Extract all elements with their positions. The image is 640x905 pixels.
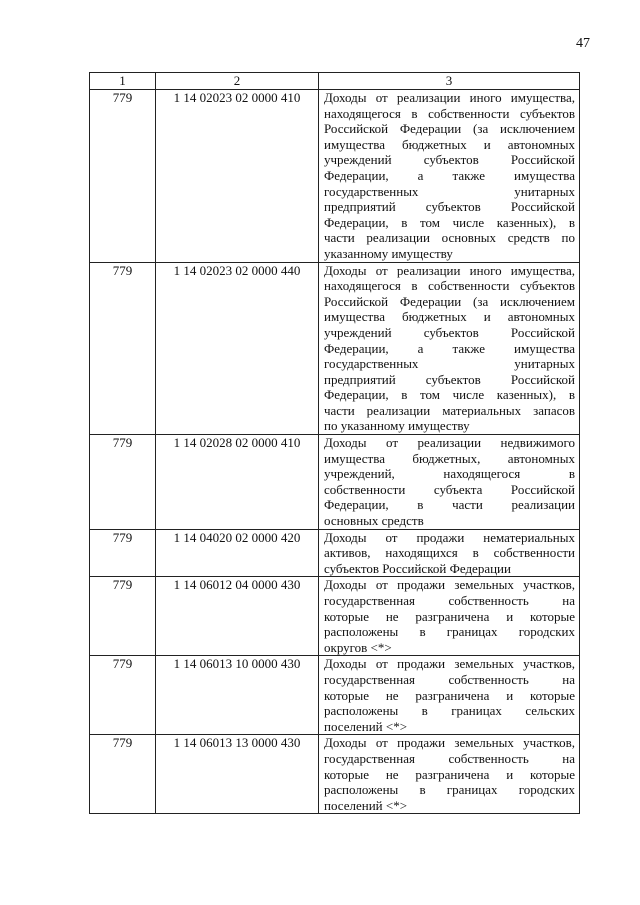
revenue-name-line: Федерации, в том числе казенных), в [324,214,575,230]
revenue-name-line: по указанному имуществу [324,418,470,434]
revenue-name-cell [319,90,580,263]
revenue-name-line: имущества бюджетных и автономных [324,136,575,152]
revenue-name-line: учреждений субъектов Российской [324,324,575,340]
revenue-name-cell [319,262,580,435]
revenue-name-line: Доходы от продажи нематериальных [324,529,575,545]
revenue-name-line: расположены в границах сельских [324,703,575,719]
revenue-name-line: Федерации, а также имущества [324,340,575,356]
revenue-code-cell: 1 14 02023 02 0000 440 [156,262,319,435]
revenue-code-cell: 1 14 06012 04 0000 430 [156,577,319,656]
revenue-name-line: собственности субъекта Российской [324,481,575,497]
revenue-name-line: Российской Федерации (за исключением [324,293,575,309]
revenue-name-line: Доходы от реализации иного имущества, [324,262,575,278]
table-row [90,656,580,735]
revenue-name-cell [319,435,580,530]
revenue-name-line: поселений <*> [324,797,408,813]
revenue-code-cell: 1 14 02028 02 0000 410 [156,435,319,530]
revenue-name-line: предприятий субъектов Российской [324,371,575,387]
revenue-name-line: которые не разграничена и которые [324,687,575,703]
revenue-name-line: находящегося в собственности субъектов [324,278,575,294]
admin-code-cell: 779 [90,577,156,656]
revenue-name-line: Федерации, а также имущества [324,167,575,183]
revenue-name-line: Доходы от продажи земельных участков, [324,735,575,751]
revenue-codes-table [89,72,580,814]
revenue-name-line: поселений <*> [324,718,408,734]
revenue-name-line: Федерации, в части реализации [324,497,575,513]
table-header-row [90,73,580,90]
table-row [90,90,580,263]
table-row [90,262,580,435]
revenue-name-line: учреждений, находящегося в [324,466,575,482]
revenue-name-line: расположены в границах городских [324,624,575,640]
revenue-name-line: субъектов Российской Федерации [324,560,511,576]
page-number: 47 [576,36,590,51]
revenue-name-line: указанному имуществу [324,245,453,261]
revenue-name-line: учреждений субъектов Российской [324,152,575,168]
admin-code-cell: 779 [90,656,156,735]
revenue-name-line: государственная собственность на [324,750,575,766]
revenue-name-cell [319,735,580,814]
admin-code-cell: 779 [90,435,156,530]
revenue-name-line: имущества бюджетных, автономных [324,450,575,466]
header-col-2: 2 [156,73,319,90]
revenue-name-line: которые не разграничена и которые [324,766,575,782]
revenue-name-line: расположены в границах городских [324,782,575,798]
revenue-name-line: Доходы от продажи земельных участков, [324,656,575,672]
revenue-name-line: части реализации основных средств по [324,230,575,246]
revenue-name-line: активов, находящихся в собственности [324,545,575,561]
revenue-name-cell [319,577,580,656]
admin-code-cell: 779 [90,529,156,577]
revenue-name-line: предприятий субъектов Российской [324,199,575,215]
revenue-code-cell: 1 14 04020 02 0000 420 [156,529,319,577]
revenue-code-cell: 1 14 06013 13 0000 430 [156,735,319,814]
table-row [90,735,580,814]
admin-code-cell: 779 [90,90,156,263]
revenue-name-line: государственных унитарных [324,356,575,372]
revenue-name-line: части реализации материальных запасов [324,402,575,418]
table-row [90,577,580,656]
revenue-name-cell [319,656,580,735]
revenue-name-line: Доходы от реализации иного имущества, [324,90,575,105]
header-col-3: 3 [319,73,580,90]
table-row [90,435,580,530]
revenue-name-line: которые не разграничена и которые [324,608,575,624]
header-col-1: 1 [90,73,156,90]
revenue-name-line: Доходы от продажи земельных участков, [324,577,575,593]
revenue-name-line: Российской Федерации (за исключением [324,121,575,137]
admin-code-cell: 779 [90,262,156,435]
revenue-name-line: основных средств [324,513,424,529]
revenue-name-line: государственная собственность на [324,671,575,687]
revenue-name-line: Доходы от реализации недвижимого [324,435,575,451]
revenue-name-line: имущества бюджетных и автономных [324,309,575,325]
admin-code-cell: 779 [90,735,156,814]
revenue-code-cell: 1 14 02023 02 0000 410 [156,90,319,263]
revenue-name-line: государственных унитарных [324,183,575,199]
revenue-name-line: Федерации, в том числе казенных), в [324,387,575,403]
revenue-name-line: государственная собственность на [324,593,575,608]
revenue-code-cell: 1 14 06013 10 0000 430 [156,656,319,735]
revenue-name-line: округов <*> [324,639,392,655]
revenue-name-line: находящегося в собственности субъектов [324,105,575,121]
table-row [90,529,580,577]
revenue-name-cell [319,529,580,577]
